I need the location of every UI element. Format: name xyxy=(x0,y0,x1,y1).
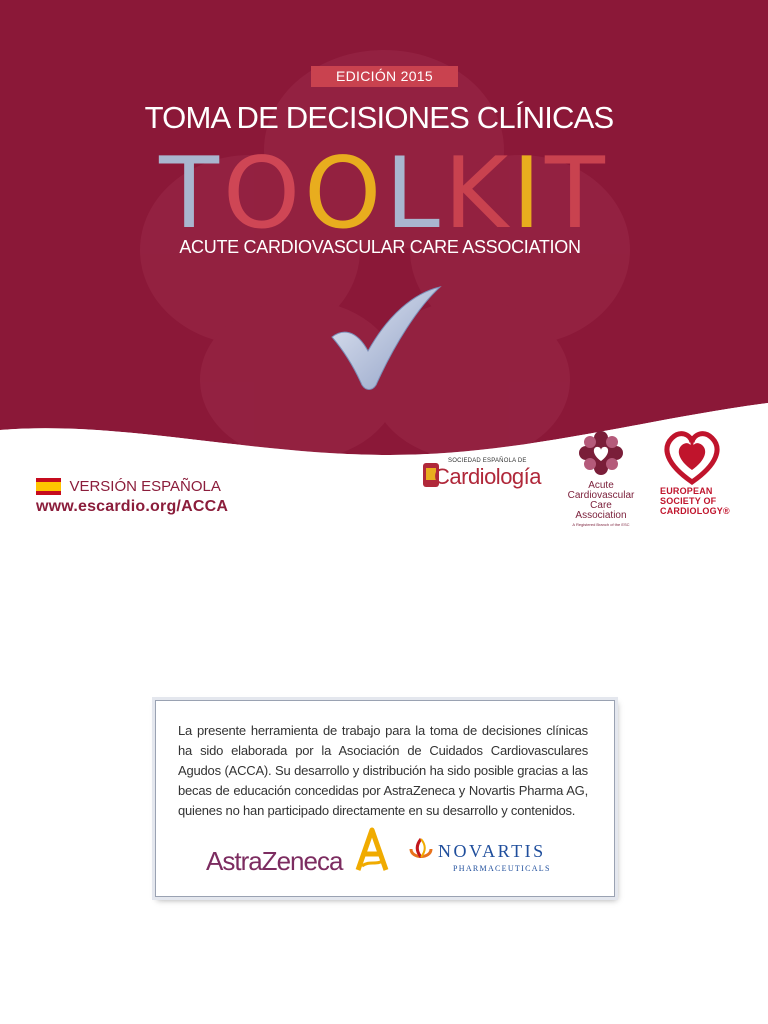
esc-heart-icon xyxy=(662,430,722,486)
esc-line-3: CARDIOLOGY® xyxy=(660,506,730,516)
acca-subline: A Registered Branch of the ESC xyxy=(572,522,630,527)
esc-name xyxy=(660,486,732,516)
sec-logo xyxy=(420,458,550,494)
sponsor-notice-box xyxy=(155,700,615,897)
esc-line-2: SOCIETY OF xyxy=(660,496,717,506)
toolkit-letter: L xyxy=(385,137,444,251)
acca-line-1: Acute xyxy=(588,480,614,491)
novartis-subtitle: PHARMACEUTICALS xyxy=(453,864,551,873)
toolkit-letter: O xyxy=(304,137,386,251)
acca-flower-icon xyxy=(575,430,627,476)
language-label: VERSIÓN ESPAÑOLA xyxy=(69,478,221,496)
website-link[interactable]: www.escardio.org/ACCA xyxy=(36,498,229,515)
sec-subtitle: SOCIEDAD ESPAÑOLA DE xyxy=(448,458,527,464)
novartis-mark-icon xyxy=(408,835,434,863)
toolkit-letter: T xyxy=(159,137,223,251)
acca-line-2: Cardiovascular xyxy=(567,490,635,501)
acca-logo xyxy=(566,430,636,527)
toolkit-letter: K xyxy=(443,137,513,251)
esc-logo xyxy=(656,430,736,520)
toolkit-wordmark xyxy=(0,138,768,250)
toolkit-letter: T xyxy=(545,137,609,251)
check-mark-icon xyxy=(328,285,444,393)
sponsor-notice-text: La presente herramienta de trabajo para la toma de decisiones clínicas ha sido elaborada por la Asociación de Cuidados Cardiovasculares Agudos (ACCA). Su desarrollo y distribución ha sido posible gracias a las becas de educación concedidas por AstraZeneca y Novartis Pharma AG, quienes no han participado directamente en su desarrollo y contenidos. xyxy=(178,723,588,818)
cover-hero xyxy=(0,0,768,470)
esc-line-1: EUROPEAN xyxy=(660,486,713,496)
astrazeneca-logo-text: AstraZeneca xyxy=(206,846,343,876)
novartis-logo-text: NOVARTIS xyxy=(438,841,546,861)
spain-flag-icon xyxy=(36,478,61,495)
acca-line-3: Care Association xyxy=(575,500,627,521)
language-block xyxy=(36,478,228,516)
astrazeneca-mark-icon xyxy=(352,826,392,874)
toolkit-letter: I xyxy=(512,137,546,251)
edition-badge: EDICIÓN 2015 xyxy=(311,66,458,87)
sec-name: Cardiología xyxy=(434,464,542,489)
page-title: TOMA DE DECISIONES CLÍNICAS xyxy=(144,100,614,135)
association-name: ACUTE CARDIOVASCULAR CARE ASSOCIATION xyxy=(179,237,581,257)
toolkit-letter: O xyxy=(222,137,305,251)
